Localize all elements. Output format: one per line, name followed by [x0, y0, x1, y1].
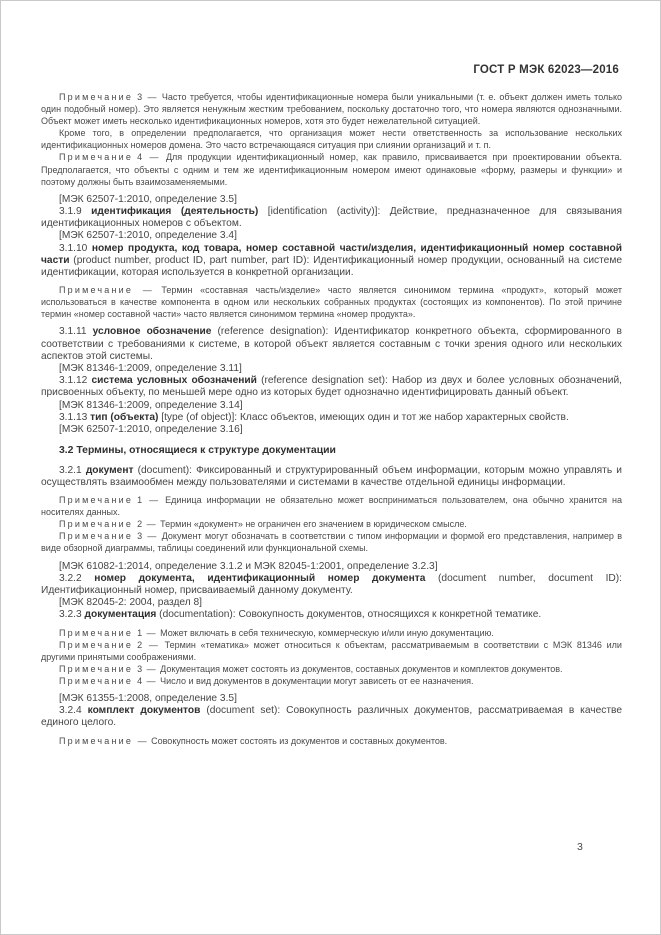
- term-name: номер продукта, код товара, номер составной части/изделия, идентификационный номер составной части: [41, 242, 622, 266]
- reference-citation: [41, 230, 622, 242]
- note-label: Примечание: [59, 531, 134, 542]
- term-definition-text: (document number, document ID): Идентификационный номер, присваиваемый данному документу.: [41, 572, 622, 596]
- note-label: Примечание: [59, 495, 134, 506]
- reference-citation: [41, 561, 622, 573]
- term-definition: [41, 375, 622, 399]
- note-text: Термин «составная часть/изделие» часто является синонимом термина «продукт», который может использоваться в качестве компонента в одном или нескольких собранных продуктах (состоящих из компонентов). По этой причине термин «номер составной части» часто является синонимом термина «номер продукта».: [41, 285, 622, 320]
- term-definition: [41, 465, 622, 489]
- note-label: Примечание: [59, 285, 134, 296]
- note-label: Примечание: [59, 735, 134, 746]
- term-number: 3.2.4: [59, 705, 82, 717]
- reference-citation: [41, 597, 622, 609]
- note-label: Примечание: [59, 92, 134, 102]
- note-label: Примечание: [59, 152, 134, 163]
- term-definition: [41, 206, 622, 230]
- term-number: 3.1.13: [59, 411, 88, 423]
- term-definition-text: (documentation): Совокупность документов, относящихся к конкретной тематике.: [159, 609, 542, 621]
- note-block: [41, 284, 622, 320]
- note-number: 3: [137, 663, 143, 674]
- term-definition: [41, 243, 622, 280]
- note-text: Документация может состоять из документов, составных документов и комплектов документов.: [160, 663, 563, 674]
- note-text: Документ могут обозначать в соответствии с типом информации и формой его представления, например в виде обзорной диаграммы, таблицы соединений или функциональной схемы.: [41, 531, 622, 554]
- note-number: 1: [137, 627, 143, 638]
- note-block: [41, 91, 622, 127]
- reference-citation: [41, 693, 622, 705]
- note-dash: —: [146, 627, 156, 638]
- term-name: система условных обозначений: [91, 375, 257, 387]
- note-dash: —: [149, 152, 159, 163]
- term-name: комплект документов: [87, 705, 201, 717]
- note-block: [41, 151, 622, 187]
- reference-citation-text: [МЭК 81346-1:2009, определение 3.11]: [59, 363, 242, 375]
- term-number: 3.1.10: [59, 242, 88, 254]
- note-number: 4: [137, 152, 143, 163]
- note-dash: —: [149, 495, 159, 506]
- note-number: 2: [137, 519, 143, 530]
- term-definition-text: (document): Фиксированный и структурированный объем информации, которым можно управлять и осуществлять взаимообмен между пользователями и системами в качестве отдельной единицы информации.: [41, 464, 622, 488]
- note-block: [41, 627, 622, 639]
- note-dash: —: [147, 531, 157, 542]
- term-definition: [41, 573, 622, 597]
- section-heading: [41, 445, 622, 457]
- term-name: условное обозначение: [92, 326, 212, 338]
- term-number: 3.1.9: [59, 205, 82, 217]
- note-number: 4: [137, 675, 143, 686]
- note-text: Число и вид документов в документации могут зависеть от ее назначения.: [160, 675, 474, 686]
- reference-citation: [41, 424, 622, 436]
- term-definition: [41, 609, 622, 621]
- note-block: [41, 494, 622, 518]
- note-number: 2: [137, 639, 143, 650]
- reference-citation: [41, 363, 622, 375]
- reference-citation-text: [МЭК 81346-1:2009, определение 3.14]: [59, 399, 243, 411]
- standard-number-header: ГОСТ Р МЭК 62023—2016: [473, 64, 619, 76]
- document-body: [41, 91, 622, 747]
- note-dash: —: [147, 92, 157, 102]
- note-text: Совокупность может состоять из документов и составных документов.: [151, 735, 448, 746]
- note-dash: —: [146, 663, 156, 674]
- note-text: Единица информации не обязательно может восприниматься пользователем, она обычно хранится на носителях данных.: [41, 495, 622, 518]
- note-text: Может включать в себя техническую, коммерческую и/или иную документацию.: [160, 627, 494, 638]
- note-dash: —: [142, 285, 152, 296]
- reference-citation: [41, 400, 622, 412]
- term-name: документ: [85, 464, 134, 476]
- note-dash: —: [146, 675, 156, 686]
- term-definition-text: (reference designation set): Набор из двух и более условных обозначений, присвоенных объекту, по меньшей мере одно из которых будет однозначно идентифицировать данный объект.: [41, 375, 622, 399]
- note-dash: —: [146, 519, 156, 530]
- note-continuation-paragraph: [41, 127, 622, 151]
- note-label: Примечание: [59, 519, 134, 530]
- note-label: Примечание: [59, 663, 134, 674]
- reference-citation-text: [МЭК 62507-1:2010, определение 3.16]: [59, 424, 243, 436]
- note-number: 1: [137, 495, 143, 506]
- note-label: Примечание: [59, 675, 134, 686]
- term-number: 3.2.1: [59, 464, 82, 476]
- term-definition-text: (document set): Совокупность различных документов, рассматриваемая в качестве единого целого.: [41, 705, 622, 729]
- term-definition-text: [identification (activity)]: Действие, предназначенное для связывания идентификационных номеров с объектом.: [41, 205, 622, 230]
- term-number: 3.2.3: [59, 609, 82, 621]
- term-definition: [41, 705, 622, 729]
- note-text: Термин «тематика» может относиться к объектам, рассматриваемым в соответствии с МЭК 81346 или другими принятыми соображениями.: [41, 639, 622, 662]
- term-number: 3.1.11: [59, 326, 87, 338]
- term-definition-text: (product number, product ID, part number, part ID): Идентификационный номер продукции, основанный на системе идентификации, которая используется в конкретной организации.: [41, 254, 622, 278]
- term-definition: [41, 326, 622, 363]
- note-text: Часто требуется, чтобы идентификационные номера были уникальными (т. е. объект должен иметь только один подобный номер). Это является ненужным жестким требованием, поскольку достаточно того, что номера являются однозначными. Объект может иметь несколько идентификационных номеров, хотя это будет нежелательной ситуацией.: [41, 92, 622, 127]
- note-block: [41, 518, 622, 530]
- term-name: документация: [84, 609, 157, 621]
- reference-citation: [41, 194, 622, 206]
- note-text: Термин «документ» не ограничен его значением в юридическом смысле.: [160, 519, 467, 530]
- note-block: [41, 675, 622, 687]
- reference-citation-text: [МЭК 62507-1:2010, определение 3.5]: [59, 193, 237, 205]
- note-text: Кроме того, в определении предполагается, что организация может нести ответственность за использование нескольких идентификационных номеров домена. Это часто встречающаяся ситуация при слиянии организаций и т. п.: [41, 128, 622, 151]
- reference-citation-text: [МЭК 61355-1:2008, определение 3.5]: [59, 693, 237, 705]
- term-definition-text: (reference designation): Идентификатор конкретного объекта, сформированного в соответствии с требованиями к системе, в которой объект является составным с точки зрения одного или нескольких аспектов этой системы.: [41, 326, 622, 362]
- note-number: 3: [137, 531, 143, 542]
- note-block: [41, 663, 622, 675]
- term-definition-text: [type (of object)]: Класс объектов, имеющих один и тот же набор характерных свойств.: [161, 411, 569, 423]
- section-heading-text: 3.2 Термины, относящиеся к структуре документации: [59, 445, 336, 457]
- note-block: [41, 639, 622, 663]
- note-number: 3: [137, 92, 143, 102]
- reference-citation-text: [МЭК 82045-2: 2004, раздел 8]: [59, 597, 202, 609]
- note-label: Примечание: [59, 627, 134, 638]
- reference-citation-text: [МЭК 61082-1:2014, определение 3.1.2 и МЭК 82045-1:2001, определение 3.2.3]: [59, 560, 438, 572]
- note-block: [41, 530, 622, 554]
- note-dash: —: [148, 639, 158, 650]
- reference-citation-text: [МЭК 62507-1:2010, определение 3.4]: [59, 230, 237, 242]
- note-text: Для продукции идентификационный номер, как правило, присваивается при проектировании объекта. Предполагается, что объекты с одним и тем же идентификационным номером имеют одинаковые «форму, размеры и функции» и поэтому должны быть взаимозаменяемыми.: [41, 152, 622, 187]
- page-number: 3: [577, 841, 583, 853]
- note-dash: —: [137, 735, 147, 746]
- term-name: номер документа, идентификационный номер документа: [94, 572, 426, 584]
- term-number: 3.2.2: [59, 572, 82, 584]
- note-label: Примечание: [59, 639, 134, 650]
- note-block: [41, 735, 622, 747]
- term-number: 3.1.12: [59, 375, 88, 387]
- term-name: тип (объекта): [90, 411, 159, 423]
- term-name: идентификация (деятельность): [91, 205, 259, 217]
- term-definition: [41, 412, 622, 424]
